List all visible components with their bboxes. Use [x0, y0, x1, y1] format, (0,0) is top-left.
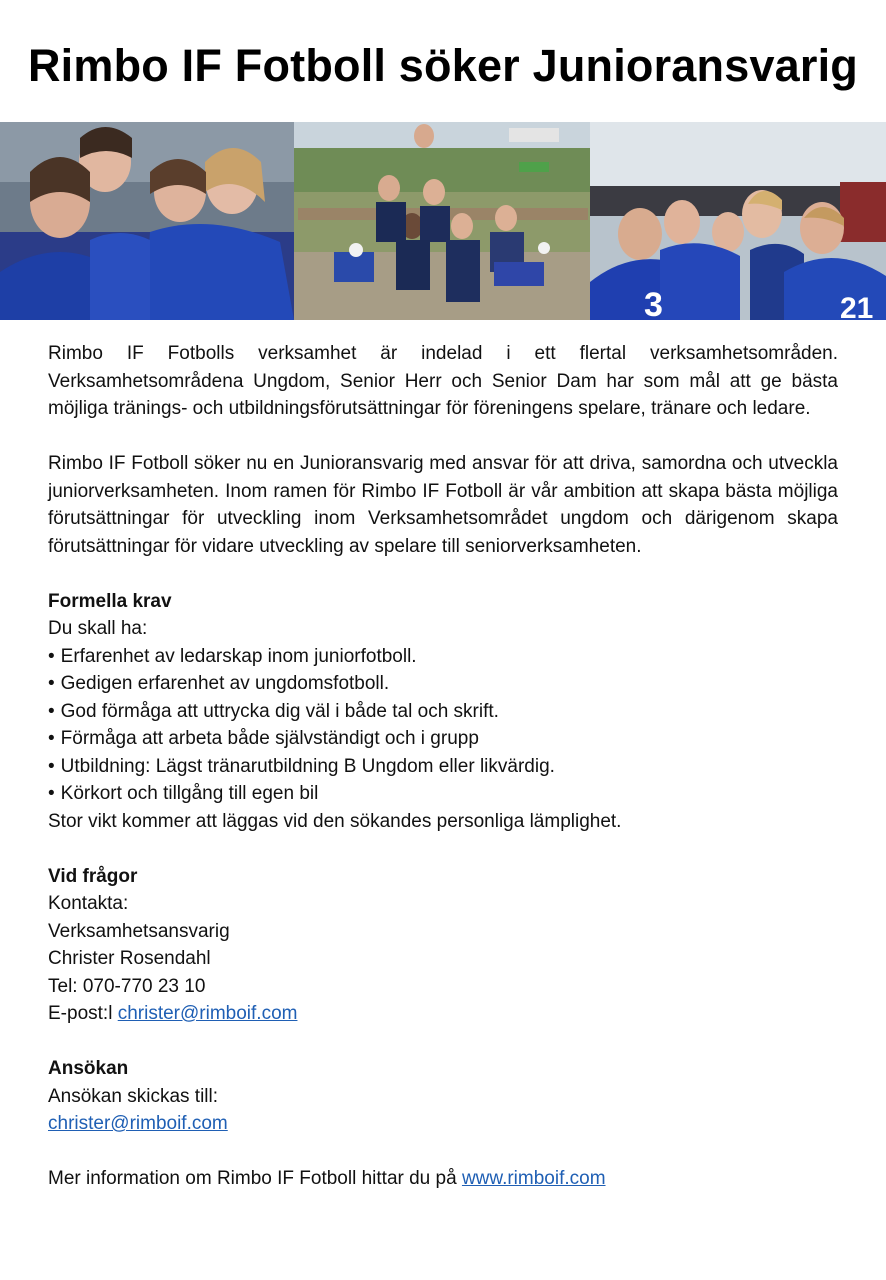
photo-strip — [0, 122, 886, 320]
contact-email-line — [48, 1000, 838, 1028]
requirement-item: • Utbildning: Lägst tränarutbildning B Ungdom eller likvärdig. — [48, 753, 838, 781]
contact-label: Kontakta: — [48, 893, 129, 914]
requirements-list — [48, 643, 838, 808]
requirement-item: • Gedigen erfarenhet av ungdomsfotboll. — [48, 670, 838, 698]
email-label: E-post:l — [48, 1003, 113, 1024]
requirement-item: • Körkort och tillgång till egen bil — [48, 780, 838, 808]
contact-person: Christer Rosendahl — [48, 948, 211, 969]
youth-team-photo — [294, 122, 590, 320]
women-players-photo — [0, 122, 294, 320]
page-title: Rimbo IF Fotboll söker Junioransvarig — [27, 40, 858, 91]
jersey-number-21: 21 — [840, 292, 874, 320]
contact-role: Verksamhetsansvarig — [48, 920, 230, 942]
document-body — [48, 340, 838, 1193]
contact-phone: Tel: 070-770 23 10 — [48, 975, 206, 997]
senior-men-photo — [590, 122, 886, 320]
intro-paragraph-1: Rimbo IF Fotbolls verksamhet är indelad i ett flertal verksamhetsområden. Verksamhetsområdena Ungdom, Senior Herr och Senior Dam har som mål att ge bästa möjliga tränings- och utbildningsförutsättningar för föreningens spelare, tränare och ledare. — [48, 343, 838, 419]
footer-line — [48, 1165, 838, 1193]
application-email-line — [48, 1110, 838, 1138]
website-link[interactable]: www.rimboif.com — [461, 1168, 606, 1189]
application-send-to: Ansökan skickas till: — [48, 1085, 219, 1107]
requirement-item: • Erfarenhet av ledarskap inom juniorfotboll. — [48, 643, 838, 671]
requirement-item: • Förmåga att arbeta både självständigt och i grupp — [48, 725, 838, 753]
jersey-number-3: 3 — [644, 286, 663, 320]
application-heading: Ansökan — [48, 1058, 129, 1079]
footer-text: Mer information om Rimbo IF Fotboll hittar du på — [48, 1168, 457, 1189]
requirements-note: Stor vikt kommer att läggas vid den sökandes personliga lämplighet. — [48, 810, 622, 832]
requirements-lead: Du skall ha: — [48, 618, 148, 639]
application-email-link[interactable]: christer@rimboif.com — [48, 1113, 228, 1134]
intro-paragraph-2: Rimbo IF Fotboll söker nu en Junioransvarig med ansvar för att driva, samordna och utveckla juniorverksamheten. Inom ramen för Rimbo IF Fotboll är vår ambition att skapa bästa möjliga förutsättningar för utveckling inom Verksamhetsområdet ungdom och därigenom skapa förutsättningar för vidare utveckling av spelare till seniorverksamheten. — [48, 453, 838, 557]
contact-email-link[interactable]: christer@rimboif.com — [117, 1003, 298, 1024]
requirements-heading: Formella krav — [48, 590, 172, 612]
questions-heading: Vid frågor — [48, 865, 138, 887]
requirement-item: • God förmåga att uttrycka dig väl i både tal och skrift. — [48, 698, 838, 726]
